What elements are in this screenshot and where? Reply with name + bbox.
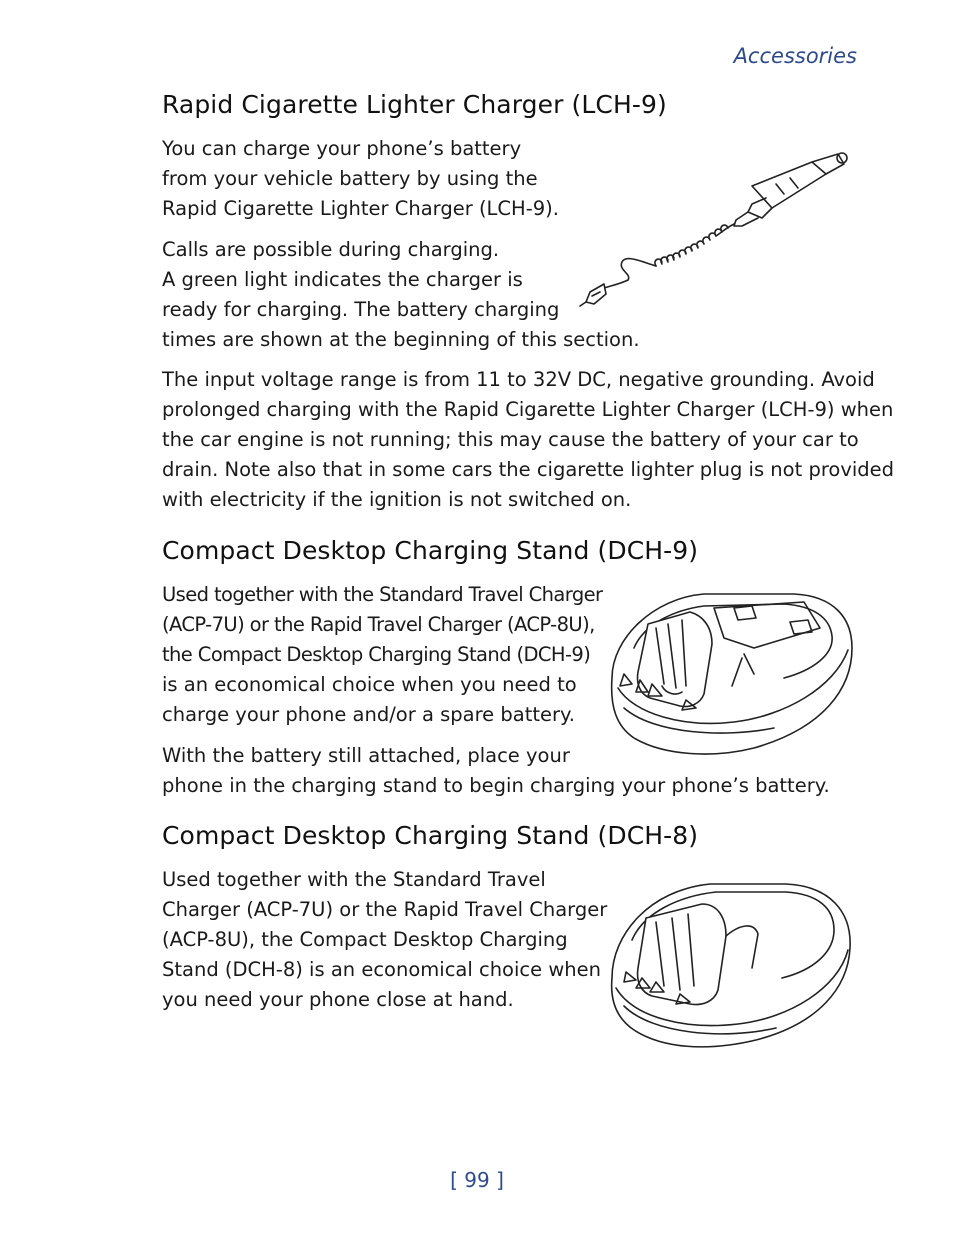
- section-title-dch8: Compact Desktop Charging Stand (DCH-8): [162, 821, 699, 850]
- text-line: phone in the charging stand to begin charging your phone’s battery.: [162, 774, 830, 797]
- text-line: (ACP-7U) or the Rapid Travel Charger (ACP-8U),: [162, 613, 595, 636]
- section-title-lch9: Rapid Cigarette Lighter Charger (LCH-9): [162, 90, 667, 119]
- text-line: from your vehicle battery by using the: [162, 167, 538, 190]
- text-line: ready for charging. The battery charging: [162, 298, 560, 321]
- text-line: times are shown at the beginning of this section.: [162, 328, 640, 351]
- text-line: the car engine is not running; this may cause the battery of your car to: [162, 428, 859, 451]
- section-title-dch9: Compact Desktop Charging Stand (DCH-9): [162, 536, 699, 565]
- page-number: [ 99 ]: [450, 1168, 504, 1192]
- text-line: you need your phone close at hand.: [162, 988, 514, 1011]
- text-line: with electricity if the ignition is not switched on.: [162, 488, 632, 511]
- text-line: Stand (DCH-8) is an economical choice when: [162, 958, 601, 981]
- text-line: drain. Note also that in some cars the cigarette lighter plug is not provided: [162, 458, 895, 481]
- text-line: You can charge your phone’s battery: [162, 137, 522, 160]
- paragraph-dch9-place: [162, 741, 862, 801]
- text-line: Used together with the Standard Travel: [162, 868, 546, 891]
- text-line: is an economical choice when you need to: [162, 673, 577, 696]
- paragraph-dch8-intro: [162, 865, 608, 1015]
- paragraph-dch9-intro: [162, 580, 602, 730]
- text-line: charge your phone and/or a spare battery.: [162, 703, 575, 726]
- text-line: The input voltage range is from 11 to 32V DC, negative grounding. Avoid: [162, 368, 875, 391]
- text-line: Charger (ACP-7U) or the Rapid Travel Charger: [162, 898, 608, 921]
- text-line: the Compact Desktop Charging Stand (DCH-9): [162, 643, 591, 666]
- text-line: Calls are possible during charging.: [162, 238, 500, 261]
- desktop-charging-stand-dch8-illustration: [606, 878, 856, 1054]
- text-line: Rapid Cigarette Lighter Charger (LCH-9).: [162, 197, 559, 220]
- text-line: A green light indicates the charger is: [162, 268, 523, 291]
- cigarette-lighter-charger-illustration: [576, 146, 856, 311]
- text-line: prolonged charging with the Rapid Cigarette Lighter Charger (LCH-9) when: [162, 398, 894, 421]
- text-line: With the battery still attached, place your: [162, 744, 570, 767]
- text-line: Used together with the Standard Travel Charger: [162, 583, 603, 606]
- paragraph-lch9-intro: [162, 134, 602, 224]
- paragraph-lch9-calls: [162, 235, 640, 355]
- desktop-charging-stand-dch9-illustration: [604, 588, 856, 760]
- paragraph-lch9-voltage: [162, 365, 895, 515]
- text-line: (ACP-8U), the Compact Desktop Charging: [162, 928, 568, 951]
- running-head: Accessories: [733, 44, 857, 68]
